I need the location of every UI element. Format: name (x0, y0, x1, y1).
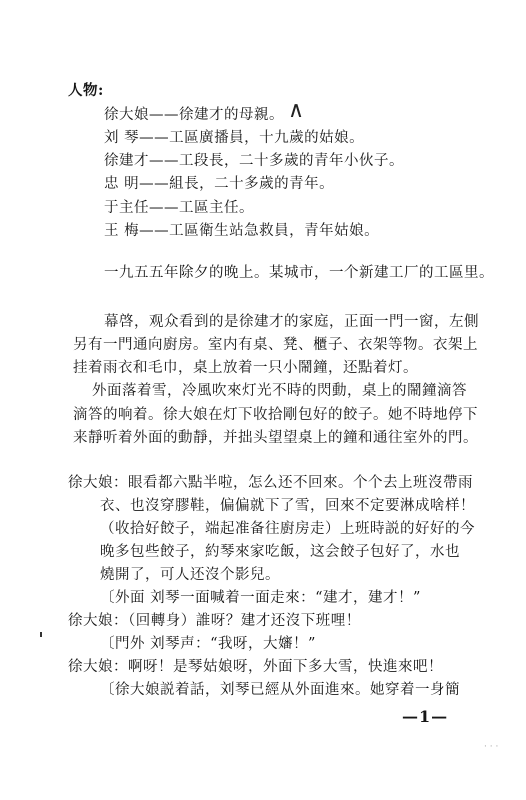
stage-direction-line: 幕啓，观众看到的是徐建才的家庭，正面一門一窗，左側 (104, 314, 479, 330)
scene-setting: 一九五五年除夕的晚上。某城市，一个新建工厂的工區里。 (104, 265, 494, 281)
cast-line: 徐建才——工段長，二十多歲的青年小伙子。 (104, 153, 404, 169)
stage-direction-line: 挂着雨衣和毛巾，桌上放着一只小鬧鐘，还點着灯。 (73, 360, 418, 376)
cast-line: 徐大娘——徐建才的母親。 (104, 107, 284, 123)
dialogue-line: 徐大娘：眼看都六點半啦，怎么还不回來。个个去上班沒帶雨 (68, 475, 473, 491)
page-number: —1— (402, 707, 449, 726)
dialogue-line: 晚多包些餃子，約琴來家吃飯，这会餃子包好了，水也 (100, 544, 460, 560)
cast-line: 忠 明——組長，二十多歲的青年。 (104, 176, 335, 192)
cast-line: 王 梅——工區衛生站急救員，青年姑娘。 (104, 223, 380, 239)
scan-dots: · · · (484, 742, 499, 752)
dialogue-line: 衣、也沒穿膠鞋，偏偏就下了雪，回來不定要淋成啥样！ (100, 498, 475, 514)
dialogue-line: 徐大娘：啊呀！是琴姑娘呀，外面下多大雪，快進來吧！ (68, 659, 443, 675)
dialogue-line: 徐大娘：（回轉身）誰呀？建才还沒下班哩！ (68, 613, 361, 629)
stage-direction-line: 另有一門通向廚房。室内有桌、凳、櫃子、衣架等物。衣架上 (73, 337, 478, 353)
dialogue-line: （收拾好餃子，端起准备往廚房走）上班時説的好好的今 (100, 521, 475, 537)
cast-line: 刘 琴——工區廣播員，十九歲的姑娘。 (104, 130, 365, 146)
stage-direction-line: 外面落着雪，冷風吹來灯光不時的閃動，桌上的鬧鐘滴答 (92, 383, 467, 399)
cast-line: 于主任——工區主任。 (104, 200, 254, 216)
stage-direction-line: 滴答的响着。徐大娘在灯下收拾剛包好的餃子。她不時地停下 (73, 407, 478, 423)
dialogue-line: 〔外面 刘琴一面喊着一面走來：“建才，建才！” (100, 590, 421, 606)
stage-direction-line: 来靜听着外面的動靜，并拙头望望桌上的鐘和通往室外的門。 (73, 430, 478, 446)
dialogue-line: 燒開了，可人还沒个影兒。 (100, 567, 280, 583)
dialogue-line: 〔門外 刘琴声：“我呀，大嬸！” (100, 636, 316, 652)
dialogue-line: 〔徐大娘説着話，刘琴已經从外面進來。她穿着一身簡 (100, 682, 460, 698)
cast-heading: 人物: (68, 82, 104, 99)
scan-speck (40, 632, 42, 637)
handwritten-caret-mark: ∧ (288, 98, 305, 123)
